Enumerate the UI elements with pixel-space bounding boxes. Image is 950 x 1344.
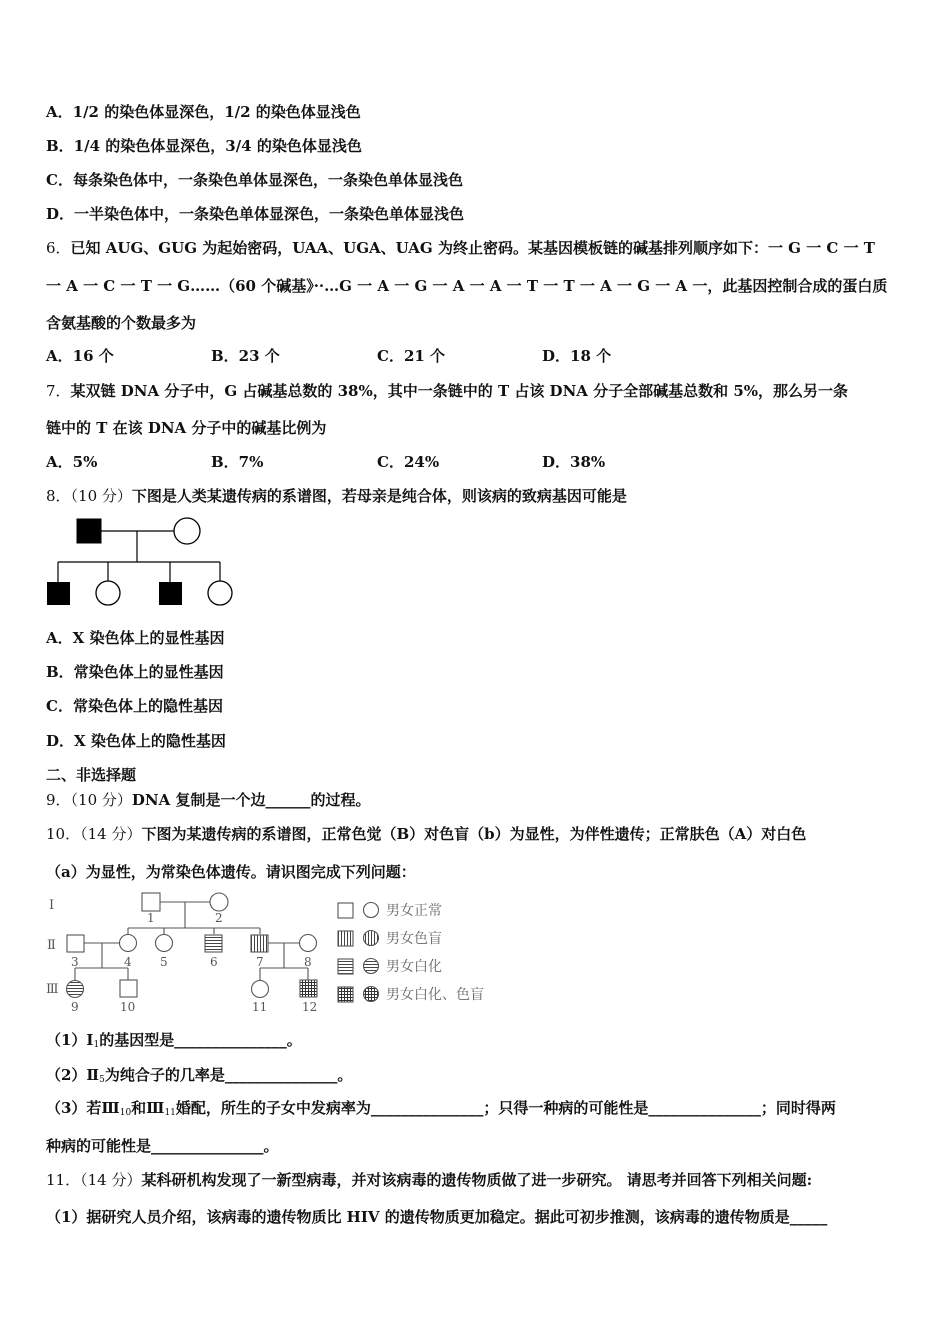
section-2-title: 二、非选择题 — [46, 766, 137, 784]
q10-number: 10． — [46, 825, 81, 843]
q10-sub2-a: （2）Ⅱ — [46, 1066, 100, 1084]
q8-option-b: B．常染色体上的显性基因 — [46, 663, 224, 681]
q10-sub3-line2: 种病的可能性是_______________。 — [46, 1137, 279, 1155]
q8-pedigree-diagram — [40, 512, 250, 612]
q10-sub1 — [46, 1030, 302, 1055]
legend-colorblind-male-icon — [338, 931, 353, 946]
ind-ii8-normal-female — [300, 935, 317, 952]
q11-line1 — [46, 1170, 812, 1190]
legend-colorblind-label: 男女色盲 — [386, 931, 442, 947]
ind-num-1: 1 — [147, 911, 155, 925]
q10-sub3-a: （3）若Ⅲ — [46, 1099, 120, 1117]
q6-option-d: D．18 个 — [542, 347, 612, 365]
ind-ii6-albino-male — [205, 935, 222, 952]
legend-both-female-icon — [364, 987, 379, 1002]
ind-iii11-normal-female — [252, 981, 269, 998]
q7-option-a: A．5% — [46, 453, 98, 471]
gen-label-ii: Ⅱ — [47, 938, 56, 953]
ind-ii5-normal-female — [156, 935, 173, 952]
q11-number: 11． — [46, 1171, 81, 1189]
q8-daughter-2-normal — [208, 581, 232, 605]
q10-sub3-c: 婚配，所生的子女中发病率为_______________；只得一种病的可能性是_______________；同时得两 — [175, 1099, 836, 1117]
q11-text: 某科研机构发现了一新型病毒，并对该病毒的遗传物质做了进一步研究。 请思考并回答下列相关问题: — [141, 1171, 813, 1189]
q10-sub3-b: 和Ⅲ — [131, 1099, 165, 1117]
q9-line — [46, 790, 371, 810]
q10-text-1: 下图为某遗传病的系谱图，正常色觉（B）对色盲（b）为显性，为伴性遗传；正常肤色（A）对白色 — [141, 825, 807, 843]
q11-sub1: （1）据研究人员介绍，该病毒的遗传物质比 HIV 的遗传物质更加稳定。据此可初步推测，该病毒的遗传物质是_____ — [46, 1208, 828, 1226]
q10-line1 — [46, 824, 806, 844]
q10-sub3-subscript-1: 10 — [119, 1108, 132, 1118]
gen-label-iii: Ⅲ — [46, 982, 59, 997]
q6-line2: 一 A 一 C 一 T 一 G……（60 个碱基》··…G 一 A 一 G 一 A 一 A 一 T 一 T 一 A 一 G 一 A 一，此基因控制合成的蛋白质 — [46, 277, 888, 295]
q6-option-c: C．21 个 — [377, 347, 446, 365]
q8-score: （10 分） — [70, 487, 132, 505]
q10-pedigree-diagram — [40, 888, 510, 1020]
ind-iii12-albino-colorblind-male — [300, 980, 317, 997]
q6-text-1: 已知 AUG、GUG 为起始密码，UAA、UGA、UAG 为终止密码。某基因模板链的碱基排列顺序如下：一 G 一 C 一 T — [70, 239, 875, 257]
q10-sub2-subscript: 5 — [99, 1075, 105, 1085]
q10-sub2 — [46, 1065, 352, 1090]
q8-option-a: A．X 染色体上的显性基因 — [46, 629, 225, 647]
q5-option-a: A．1/2 的染色体显深色，1/2 的染色体显浅色 — [46, 103, 361, 121]
ind-ii3-normal-male — [67, 935, 84, 952]
ind-ii4-normal-female — [120, 935, 137, 952]
q7-line2: 链中的 T 在该 DNA 分子中的碱基比例为 — [46, 419, 327, 437]
ind-i1-normal-male — [142, 893, 160, 911]
legend-both-label: 男女白化、色盲 — [386, 987, 484, 1003]
q9-text: DNA 复制是一个边______的过程。 — [131, 791, 371, 809]
ind-num-12: 12 — [302, 1000, 318, 1014]
legend-albino-male-icon — [338, 959, 353, 974]
ind-num-10: 10 — [120, 1000, 136, 1014]
ind-i2-normal-female — [210, 893, 228, 911]
q6-line1 — [46, 238, 875, 258]
legend-normal-label: 男女正常 — [386, 903, 442, 919]
q6-option-a: A．16 个 — [46, 347, 114, 365]
legend-both-male-icon — [338, 987, 353, 1002]
ind-num-7: 7 — [256, 955, 264, 969]
q7-option-b: B．7% — [211, 453, 264, 471]
ind-num-11: 11 — [252, 1000, 268, 1014]
q10-sub2-b: 为纯合子的几率是_______________。 — [104, 1066, 353, 1084]
q7-text-1: 某双链 DNA 分子中，G 占碱基总数的 38%，其中一条链中的 T 占该 DNA 分子全部碱基总数和 5%，那么另一条 — [70, 382, 849, 400]
q6-line3: 含氨基酸的个数最多为 — [46, 314, 197, 332]
ind-iii9-albino-female — [67, 981, 84, 998]
q8-text: 下图是人类某遗传病的系谱图，若母亲是纯合体，则该病的致病基因可能是 — [131, 487, 627, 505]
ind-num-4: 4 — [124, 955, 132, 969]
ind-num-5: 5 — [160, 955, 168, 969]
q10-score: （14 分） — [80, 825, 142, 843]
legend-normal-female-icon — [364, 903, 379, 918]
q8-option-c: C．常染色体上的隐性基因 — [46, 697, 223, 715]
q10-line2: （a）为显性，为常染色体遗传。请识图完成下列问题： — [46, 863, 416, 881]
q10-sub1-a: （1）Ⅰ — [46, 1031, 94, 1049]
q10-sub1-subscript: 1 — [93, 1040, 100, 1050]
ind-num-2: 2 — [215, 911, 223, 925]
legend-albino-label: 男女白化 — [386, 959, 442, 975]
q9-number: 9． — [46, 791, 71, 809]
q9-score: （10 分） — [70, 791, 132, 809]
q10-sub1-b: 的基因型是_______________。 — [99, 1031, 302, 1049]
ind-iii10-normal-male — [120, 980, 137, 997]
q8-father-affected — [77, 519, 101, 543]
gen-label-i: Ⅰ — [49, 898, 55, 913]
q7-option-c: C．24% — [377, 453, 440, 471]
q6-number: 6． — [46, 239, 71, 257]
q7-number: 7． — [46, 382, 71, 400]
q10-sub3 — [46, 1098, 836, 1123]
ind-num-6: 6 — [210, 955, 218, 969]
q8-daughter-1-normal — [96, 581, 120, 605]
legend-albino-female-icon — [364, 959, 379, 974]
q6-option-b: B．23 个 — [211, 347, 280, 365]
q8-son-2-affected — [159, 582, 182, 605]
ind-num-3: 3 — [71, 955, 79, 969]
q8-line1 — [46, 486, 627, 506]
q8-son-1-affected — [47, 582, 70, 605]
ind-num-9: 9 — [71, 1000, 79, 1014]
q5-option-d: D．一半染色体中，一条染色单体显深色，一条染色单体显浅色 — [46, 205, 465, 223]
legend-colorblind-female-icon — [364, 931, 379, 946]
ind-ii7-colorblind-male — [251, 935, 268, 952]
q7-line1 — [46, 381, 848, 401]
q11-score: （14 分） — [80, 1171, 142, 1189]
q8-mother-normal — [174, 518, 200, 544]
q5-option-c: C．每条染色体中，一条染色单体显深色，一条染色单体显浅色 — [46, 171, 463, 189]
q8-option-d: D．X 染色体上的隐性基因 — [46, 732, 226, 750]
legend-normal-male-icon — [338, 903, 353, 918]
ind-num-8: 8 — [304, 955, 312, 969]
q10-sub3-subscript-2: 11 — [164, 1108, 176, 1118]
q5-option-b: B．1/4 的染色体显深色，3/4 的染色体显浅色 — [46, 137, 362, 155]
q8-number: 8． — [46, 487, 71, 505]
q7-option-d: D．38% — [542, 453, 606, 471]
